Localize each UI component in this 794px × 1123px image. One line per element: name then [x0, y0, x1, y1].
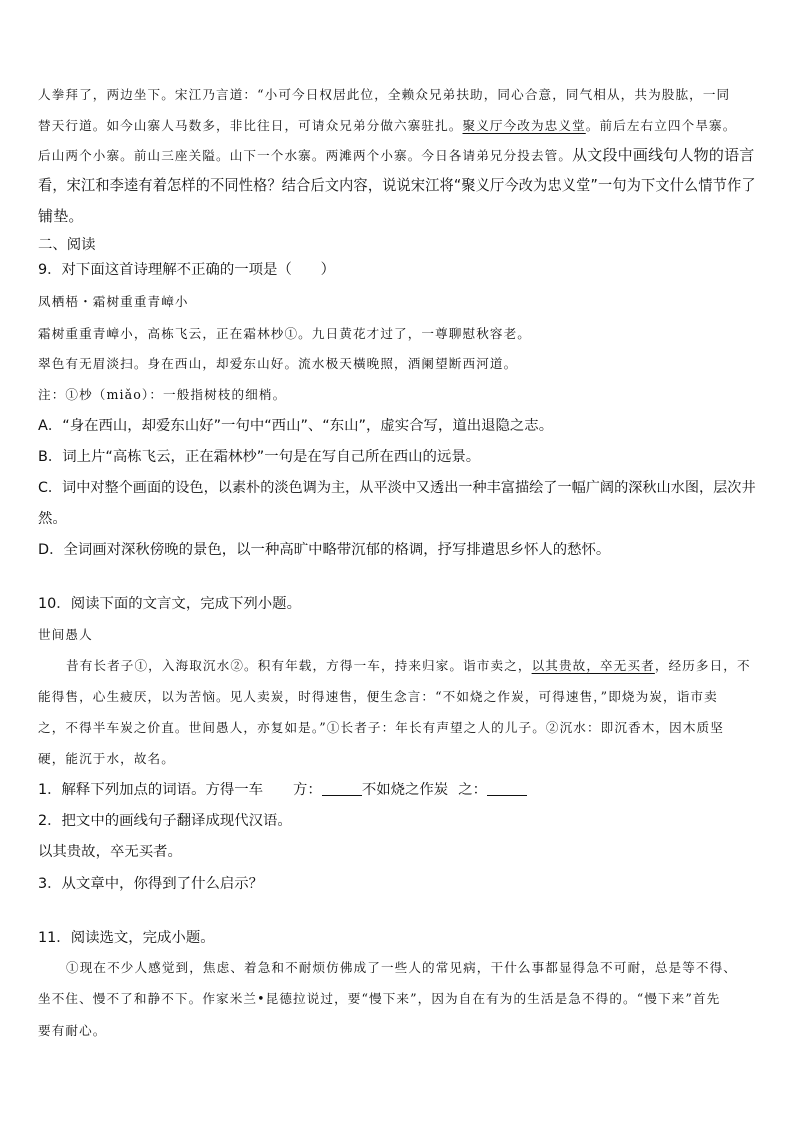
q9-option-a: A．“身在西山，却爱东山好”一句中“西山”、“东山”，虚实合写，道出退隐之志。: [38, 418, 554, 434]
q10-sub-2-sentence: 以其贵故，卒无买者。: [38, 844, 182, 860]
q10-underlined-sentence: 以其贵故，卒无买者: [531, 658, 655, 673]
q10-sub-1-label-b: 之：: [458, 782, 487, 798]
q9-option-c-line-2: 然。: [38, 511, 67, 527]
q10-stem: 10．阅读下面的文言文，完成下列小题。: [38, 596, 301, 612]
q11-stem: 11．阅读选文，完成小题。: [38, 930, 215, 946]
q10-passage-line-2: 能得售，心生疲厌，以为苦恼。见人卖炭，时得速售，便生念言：“不如烧之作炭，可得速售，”即烧为炭，诣市卖: [38, 689, 718, 704]
q10-sub-1-text-b: 不如烧之作炭: [361, 782, 449, 798]
q8-line-3-quote: 后山两个小寨。前山三座关隘。山下一个水寨。两滩两个小寨。今日各请弟兄分投去管。: [38, 148, 573, 163]
q11-passage-line-3: 要有耐心。: [38, 1023, 107, 1038]
q9-poem-line-1: 霜树重重青嶂小，高栋飞云，正在霜林杪①。九日黄花才过了，一尊聊慰秋容老。: [38, 326, 531, 341]
q10-sub-3: 3．从文章中，你得到了什么启示？: [38, 876, 264, 892]
q8-line-3-question: 从文段中画线句人物的语言: [572, 146, 755, 164]
section-heading: 二、阅读: [38, 237, 96, 253]
q10-passage-line-1: [38, 655, 751, 674]
q9-poem-title: 凤栖梧・霜树重重青嶂小: [38, 294, 189, 309]
q9-stem: 9．对下面这首诗理解不正确的一项是（ ）: [38, 262, 335, 278]
q10-passage-line-1-text: 昔有长者子①，入海取沉水②。积有年载，方得一车，持来归家。诣市卖之，: [66, 658, 532, 673]
q8-underlined-sentence: 聚义厅今改为忠义堂: [462, 118, 586, 133]
q9-option-b: B．词上片“高栋飞云，正在霜林杪”一句是在写自己所在西山的远景。: [38, 449, 481, 465]
q8-line-3: [38, 144, 754, 165]
answer-blank-a[interactable]: [322, 783, 362, 796]
q8-line-5: 铺垫。: [38, 207, 84, 225]
q8-line-1: 人拳拜了，两边坐下。宋江乃言道：“小可今日权居此位，全赖众兄弟扶助，同心合意，同气相从，共为股肱，一同: [38, 87, 731, 102]
q11-passage-line-1: ①现在不少人感觉到，焦虑、着急和不耐烦仿佛成了一些人的常见病，干什么事都显得急不可耐，总是等不得、: [66, 960, 737, 975]
q10-passage-line-1-tail: ，经历多日，不: [654, 658, 751, 673]
q8-line-2-tail: 。前后左右立四个旱寨。: [585, 118, 737, 133]
q9-note: 注：①杪（miǎo）：一般指树枝的细梢。: [38, 387, 287, 402]
q10-passage-line-4: 硬，能沉于水，故名。: [38, 751, 175, 766]
q10-sub-2: 2．把文中的画线句子翻译成现代汉语。: [38, 813, 292, 829]
answer-blank-b[interactable]: [487, 783, 527, 796]
q10-sub-1: [38, 778, 527, 799]
q8-line-2-text: 替天行道。如今山寨人马数多，非比往日，可请众兄弟分做六寨驻扎。: [38, 118, 463, 133]
q11-passage-line-2: 坐不住、慢不了和静不下。作家米兰•昆德拉说过，要“慢下来”，因为自在有为的生活是急不得的。“慢下来”首先: [38, 991, 721, 1006]
q10-sub-1-text: 1．解释下列加点的词语。方得一车: [38, 782, 264, 798]
q9-poem-line-2: 翠色有无眉淡扫。身在西山，却爱东山好。流水极天橫晚照，酒阑望断西河道。: [38, 356, 518, 371]
q8-line-4: 看，宋江和李逵有着怎样的不同性格？结合后文内容，说说宋江将“聚义厅今改为忠义堂”一句为下文什么情节作了: [38, 176, 756, 194]
q9-option-d: D．全词画对深秋傍晚的景色，以一种高旷中略带沉郁的格调，抒写排遣思乡怀人的愁怀。: [38, 542, 611, 558]
q9-option-c-line-1: C．词中对整个画面的设色，以素朴的淡色调为主，从平淡中又透出一种丰富描绘了一幅广阔的深秋山水图，层次井: [38, 480, 756, 496]
q10-passage-line-3: 之，不得半车炭之价直。世间愚人，亦复如是。”①长者子：年长有声望之人的儿子。②沉水：即沉香木，因木质坚: [38, 720, 724, 735]
q10-passage-title: 世间愚人: [38, 627, 93, 642]
q10-sub-1-label-a: 方：: [293, 782, 322, 798]
q8-line-2: [38, 115, 736, 134]
